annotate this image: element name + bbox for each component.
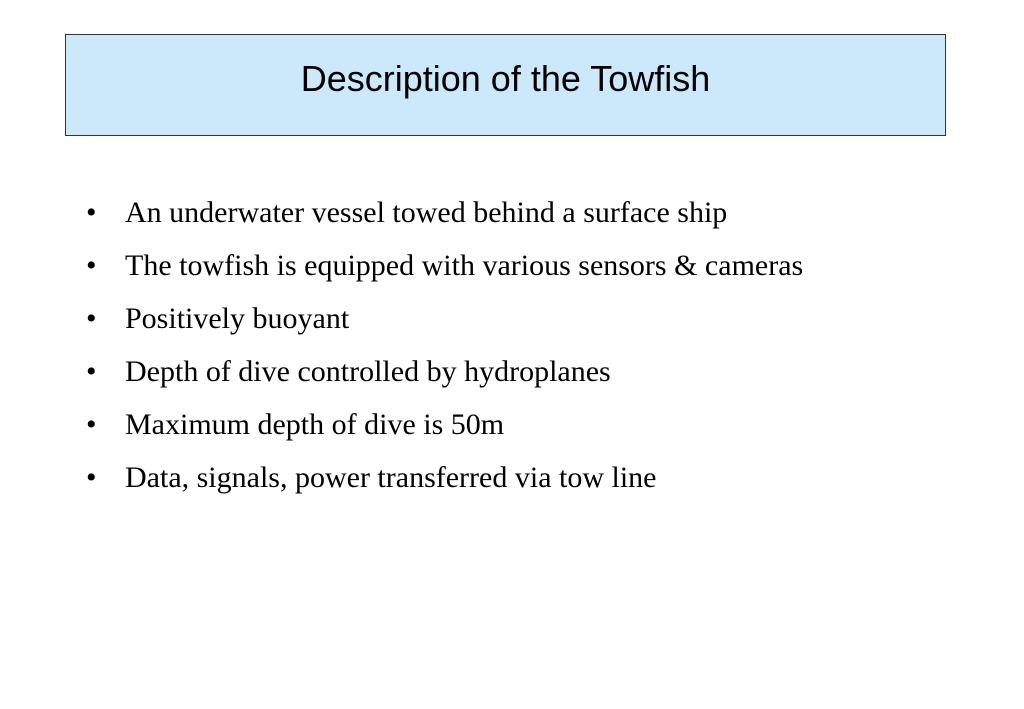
bullet-item [86,405,886,445]
bullet-item [86,299,886,339]
bullet-dot: • [86,249,97,282]
bullet-text: Data, signals, power transferred via tow line [125,461,657,494]
bullet-list [86,193,886,511]
bullet-dot: • [86,355,97,388]
bullet-text: The towfish is equipped with various sensors & cameras [125,249,804,282]
slide-title-box [65,34,946,136]
bullet-dot: • [86,196,97,229]
bullet-text: Depth of dive controlled by hydroplanes [125,355,611,388]
bullet-dot: • [86,461,97,494]
bullet-item [86,458,886,498]
bullet-text: Maximum depth of dive is 50m [125,408,505,441]
bullet-item [86,352,886,392]
bullet-dot: • [86,302,97,335]
slide-title: Description of the Towfish [300,58,711,99]
bullet-item [86,246,886,286]
bullet-dot: • [86,408,97,441]
bullet-item [86,193,886,233]
bullet-text: An underwater vessel towed behind a surface ship [125,196,728,229]
bullet-text: Positively buoyant [125,302,350,335]
